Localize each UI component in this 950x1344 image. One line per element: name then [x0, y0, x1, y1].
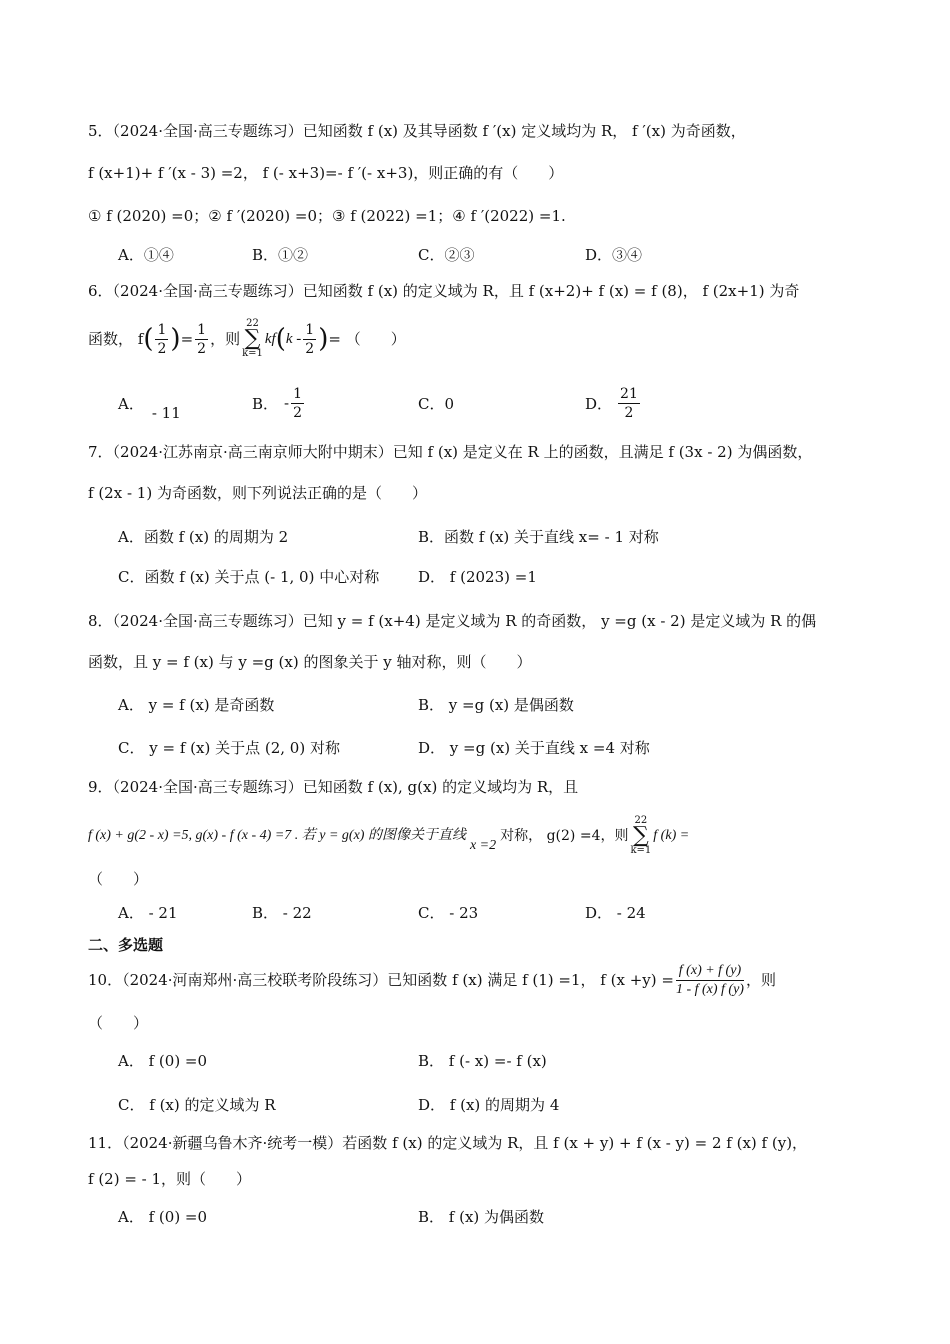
q8-option-d[interactable]: D． y =g (x) 关于直线 x =4 对称	[418, 739, 650, 757]
q9-option-d[interactable]: D． - 24	[585, 904, 646, 922]
q6-left-paren: (	[143, 324, 154, 354]
q6-option-b-frac	[291, 385, 304, 422]
q9-stem-text-d: f (k) =	[653, 828, 690, 843]
q7-option-b[interactable]: B．函数 f (x) 关于直线 x= - 1 对称	[418, 528, 659, 546]
q9-sum-bottom: k=1	[630, 845, 652, 856]
q11-stem-line-2: f (2) = - 1，则（ ）	[88, 1170, 252, 1188]
q6-fraction-num: 1	[157, 321, 167, 338]
q9-stem-line-2	[88, 812, 890, 860]
q10-option-d[interactable]: D． f (x) 的周期为 4	[418, 1096, 560, 1114]
q6-stem-text-b: ，则	[210, 330, 241, 348]
q6-option-a-label: A．	[118, 394, 144, 413]
q7-stem-line-1: 7．（2024·江苏南京·高三南京师大附中期末）已知 f (x) 是定义在 R 上的函数，且满足 f (3x - 2) 为偶函数，	[88, 443, 813, 461]
q6-half	[303, 321, 316, 358]
q6-half-den: 2	[305, 340, 315, 357]
q10-fraction-num: f (x) + f (y)	[676, 962, 744, 981]
q6-fraction	[155, 321, 168, 358]
q6-option-c[interactable]: C．0	[418, 394, 455, 413]
q6-option-d[interactable]	[585, 380, 642, 426]
q11-option-b[interactable]: B． f (x) 为偶函数	[418, 1208, 545, 1226]
q5-option-a[interactable]: A．①④	[118, 246, 174, 264]
q9-stem-line-1: 9．（2024·全国·高三专题练习）已知函数 f (x), g(x) 的定义域均为 R，且	[88, 778, 579, 796]
q10-option-b[interactable]: B． f (- x) =- f (x)	[418, 1052, 547, 1070]
q6-stem-line-1: 6．（2024·全国·高三专题练习）已知函数 f (x) 的定义域为 R，且 f (x+2)+ f (x) = f (8)， f (2x+1) 为奇	[88, 282, 800, 300]
q5-stem-line-2: f (x+1)+ f ′(x - 3) =2， f (- x+3)=- f ′(- x+3)，则正确的有（ ）	[88, 164, 564, 182]
q9-stem-text-c: 对称， g(2) =4，则	[500, 828, 629, 844]
q6-option-b-num: 1	[293, 385, 303, 402]
q8-option-a[interactable]: A． y = f (x) 是奇函数	[118, 696, 275, 714]
q6-k-minus: k -	[285, 331, 302, 347]
q6-stem-line-2	[88, 316, 890, 362]
q6-sum	[242, 319, 263, 359]
q6-option-b[interactable]	[252, 380, 306, 426]
q9-option-c[interactable]: C． - 23	[418, 904, 479, 922]
q6-option-d-num: 21	[620, 385, 638, 402]
q6-option-b-label: B．	[252, 394, 279, 413]
q5-option-b[interactable]: B．①②	[252, 246, 309, 264]
q8-option-b[interactable]: B． y =g (x) 是偶函数	[418, 696, 574, 714]
q6-option-d-frac	[618, 385, 640, 422]
q5-stem-line-3: ① f (2020) =0；② f ′(2020) =0；③ f (2022) =1；④ f ′(2022) =1.	[88, 207, 566, 225]
q7-option-a[interactable]: A．函数 f (x) 的周期为 2	[118, 528, 289, 546]
q9-option-b[interactable]: B． - 22	[252, 904, 312, 922]
q5-option-c[interactable]: C．②③	[418, 246, 475, 264]
q8-option-c[interactable]: C． y = f (x) 关于点 (2, 0) 对称	[118, 739, 340, 757]
q10-stem-line-2: （ ）	[88, 1014, 149, 1032]
q6-sum-bottom: k=1	[242, 348, 263, 359]
q7-option-c[interactable]: C．函数 f (x) 关于点 (- 1, 0) 中心对称	[118, 568, 380, 586]
q9-sum-top: 22	[634, 815, 648, 826]
q10-stem-text-a: 10．（2024·河南郑州·高三校联考阶段练习）已知函数 f (x) 满足 f (1) =1， f (x +y) =	[88, 971, 674, 989]
q10-option-c[interactable]: C． f (x) 的定义域为 R	[118, 1096, 276, 1114]
q9-sum	[630, 816, 651, 856]
q6-tail: = （ ）	[328, 330, 406, 348]
q7-stem-line-2: f (2x - 1) 为奇函数，则下列说法正确的是（ ）	[88, 484, 427, 502]
q10-fraction-den: 1 - f (x) f (y)	[675, 981, 744, 997]
q6-kf: kf	[264, 331, 276, 347]
q10-fraction	[676, 962, 744, 999]
q6-fraction-den: 2	[157, 340, 167, 357]
q6-option-b-den: 2	[293, 404, 303, 421]
q6-option-a[interactable]	[118, 380, 181, 426]
q5-stem-line-1: 5．（2024·全国·高三专题练习）已知函数 f (x) 及其导函数 f ′(x) 定义域均为 R， f ′(x) 为奇函数，	[88, 122, 746, 140]
q10-option-a[interactable]: A． f (0) =0	[118, 1052, 208, 1070]
q6-value-den: 2	[197, 340, 207, 357]
q9-option-a[interactable]: A． - 21	[118, 904, 178, 922]
q10-stem-line-1	[88, 958, 890, 1002]
q11-option-a[interactable]: A． f (0) =0	[118, 1208, 208, 1226]
q6-fraction-value	[195, 321, 208, 358]
q9-stem-text-b: x =2	[469, 838, 497, 853]
q6-equals: =	[180, 330, 194, 348]
q6-option-d-den: 2	[624, 404, 634, 421]
q6-right-paren-2: )	[318, 324, 329, 354]
q6-sum-top: 22	[246, 318, 259, 329]
q6-option-a-value: - 11	[151, 404, 181, 422]
q6-value-num: 1	[197, 321, 207, 338]
q9-stem-text-a: f (x) + g(2 - x) =5, g(x) - f (x - 4) =7 . 若 y = g(x) 的图像关于直线	[88, 828, 466, 843]
q8-stem-line-1: 8．（2024·全国·高三专题练习）已知 y = f (x+4) 是定义域为 R 的奇函数， y =g (x - 2) 是定义域为 R 的偶	[88, 612, 817, 630]
q11-stem-line-1: 11．（2024·新疆乌鲁木齐·统考一模）若函数 f (x) 的定义域为 R，且 f (x + y) + f (x - y) = 2 f (x) f (y)，	[88, 1134, 808, 1152]
q9-stem-line-3: （ ）	[88, 870, 149, 888]
q10-stem-text-b: ，则	[745, 971, 776, 989]
q6-sum-symbol: ∑	[244, 326, 261, 351]
q6-stem-text-a: 函数， f	[88, 330, 144, 348]
q6-right-paren: )	[170, 324, 181, 354]
q8-stem-line-2: 函数，且 y = f (x) 与 y =g (x) 的图象关于 y 轴对称，则（ ）	[88, 653, 532, 671]
section-heading: 二、多选题	[88, 936, 164, 954]
q6-option-d-label: D．	[585, 394, 613, 413]
q7-option-d[interactable]: D． f (2023) =1	[418, 568, 537, 586]
q6-half-num: 1	[305, 321, 315, 338]
q9-sum-symbol: ∑	[633, 823, 649, 848]
q5-option-d[interactable]: D．③④	[585, 246, 643, 264]
q6-left-paren-2: (	[275, 324, 286, 354]
q6-option-b-sign: -	[284, 394, 290, 412]
